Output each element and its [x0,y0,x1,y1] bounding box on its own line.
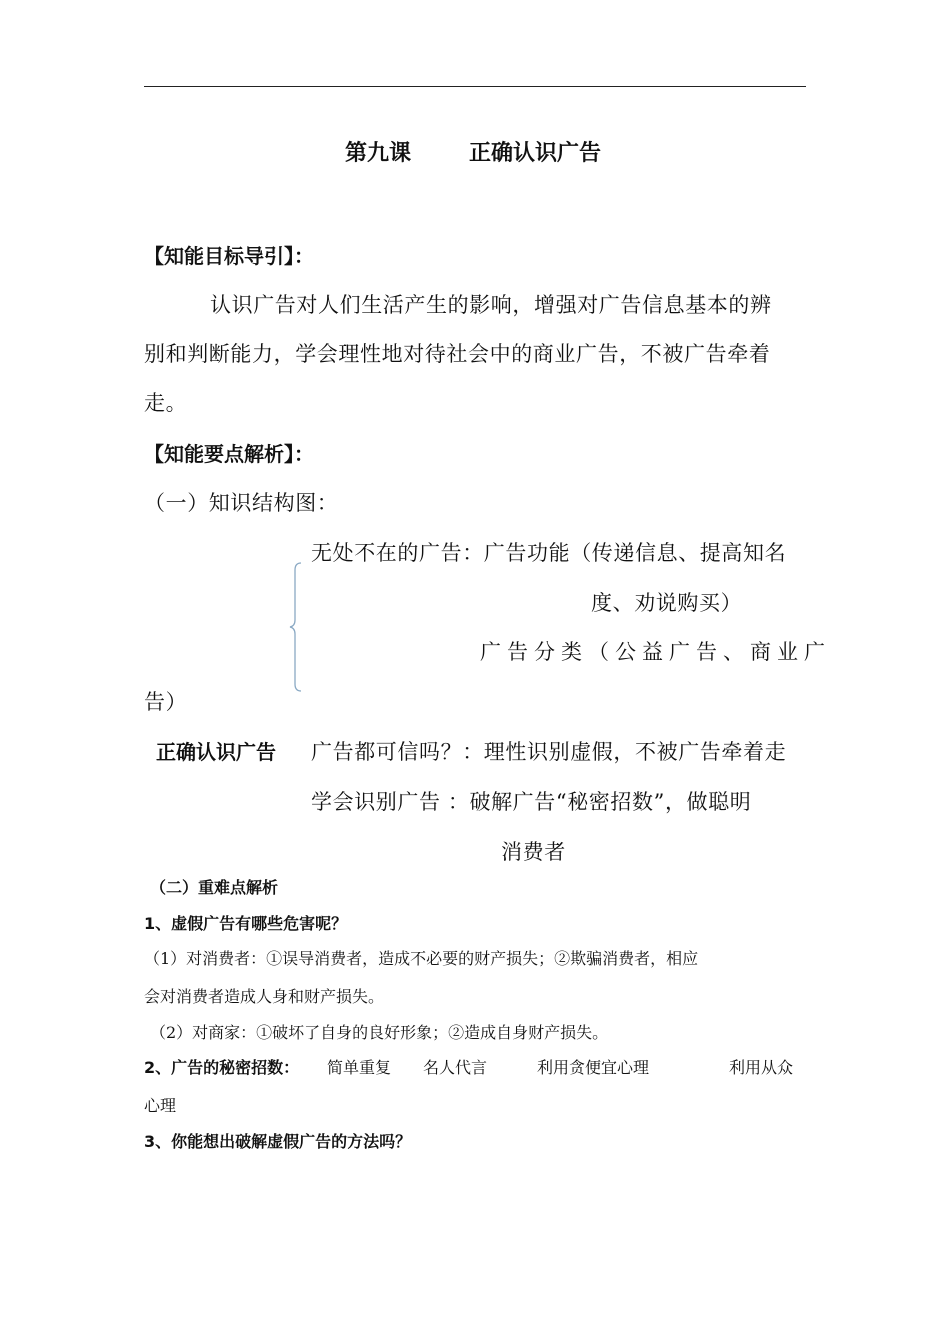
question-2-label: 2、广告的秘密招数： [144,1058,300,1077]
structure-label: （一）知识结构图： [144,491,339,515]
goals-line-2: 别和判断能力，学会理性地对待社会中的商业广告，不被广告牵着 [144,342,771,366]
branch1-line-3: 广告分类（公益广告、商业广 [480,640,831,664]
branch2: 广告都可信吗？：理性识别虚假，不被广告牵着走 [311,740,787,764]
bracket-icon [289,562,309,692]
goals-heading: 【知能目标导引】： [144,244,314,268]
lesson-topic: 正确认识广告 [469,141,602,166]
analysis-heading: 【知能要点解析】： [144,442,314,466]
trick-item-3: 利用贪便宜心理 [537,1058,650,1077]
trick-item-1: 简单重复 [327,1058,392,1077]
branch1-line-4: 告） [144,690,188,714]
lesson-number: 第九课 [345,141,412,166]
key-points-heading: （二）重难点解析 [150,878,279,897]
trick-item-4: 利用从众 [729,1058,794,1077]
question-3: 3、你能想出破解虚假广告的方法吗？ [144,1132,412,1151]
branch1-line-2: 度、劝说购买） [591,591,743,615]
goals-line-1: 认识广告对人们生活产生的影响，增强对广告信息基本的辨 [210,293,772,317]
branch3-line-2: 消费者 [501,840,566,864]
trick-item-4-cont: 心理 [144,1096,177,1115]
header-rule [144,86,806,87]
page-title [345,136,601,167]
diagram-center: 正确认识广告 [156,740,276,764]
answer-1-line-2: 会对消费者造成人身和财产损失。 [144,987,385,1006]
question-1: 1、虚假广告有哪些危害呢？ [144,914,348,933]
trick-item-2: 名人代言 [423,1058,488,1077]
answer-1-line-1: （1）对消费者：①误导消费者，造成不必要的财产损失；②欺骗消费者，相应 [144,949,699,968]
goals-line-3: 走。 [144,391,188,415]
branch1-line-1: 无处不在的广告：广告功能（传递信息、提高知名 [311,541,787,565]
answer-2: （2）对商家：①破坏了自身的良好形象；②造成自身财产损失。 [150,1023,609,1042]
branch3-line-1: 学会识别广告 ：破解广告“秘密招数”，做聪明 [311,790,752,814]
